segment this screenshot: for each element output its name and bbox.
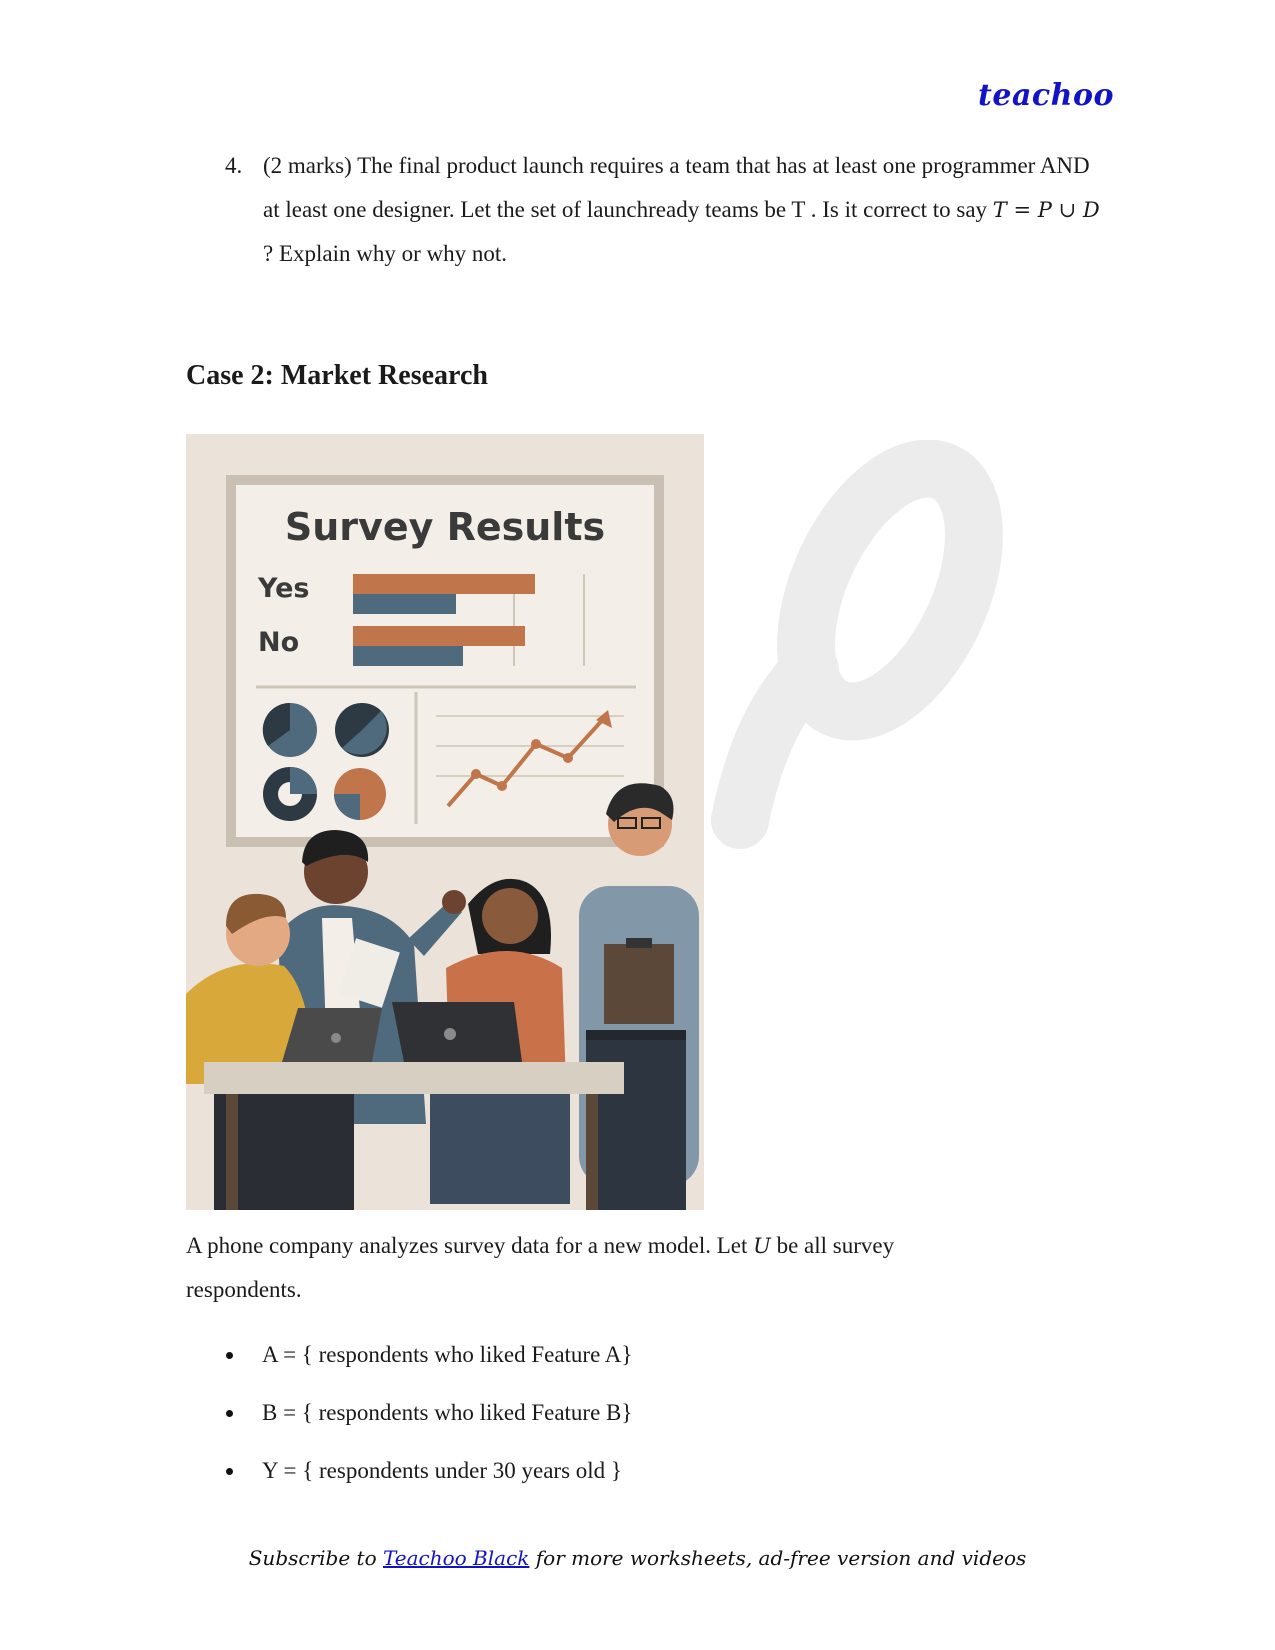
survey-meeting-illustration	[186, 434, 704, 1210]
case-2-intro	[186, 1224, 1006, 1311]
list-item	[222, 1454, 632, 1512]
list-item	[222, 1338, 632, 1396]
bullet-icon	[226, 1410, 233, 1417]
footer-after: for more worksheets, ad-free version and videos	[529, 1546, 1027, 1570]
board-title: Survey Results	[284, 505, 606, 549]
bar-no-orange	[353, 626, 525, 646]
bar-yes-orange	[353, 574, 535, 594]
list-item-text: Y = { respondents under 30 years old }	[262, 1458, 622, 1483]
bullet-icon	[226, 1352, 233, 1359]
table	[204, 1062, 624, 1094]
set-definitions-list	[222, 1338, 632, 1512]
bullet-icon	[226, 1468, 233, 1475]
question-number: 4.	[225, 153, 243, 178]
footer	[0, 1546, 1275, 1570]
teachoo-black-link[interactable]: Teachoo Black	[382, 1546, 530, 1570]
bar-yes-slate	[353, 594, 456, 614]
intro-variable-U: U	[753, 1234, 771, 1258]
question-text-part2: ? Explain why or why not.	[263, 241, 508, 266]
question-text	[263, 144, 1103, 276]
list-item	[222, 1396, 632, 1454]
teachoo-logo[interactable]: teachoo	[978, 78, 1114, 113]
case-2-heading: Case 2: Market Research	[186, 360, 488, 391]
board-label-yes: Yes	[258, 573, 310, 604]
intro-part2: be all survey respondents.	[186, 1233, 895, 1302]
board-label-no: No	[258, 627, 300, 658]
intro-part1: A phone company analyzes survey data for a new model. Let	[186, 1233, 754, 1258]
question-math-expression: T = P ∪ D	[992, 198, 1100, 222]
laptop-center	[392, 1002, 522, 1062]
watermark-logo	[700, 440, 1030, 880]
list-item-text: B = { respondents who liked Feature B}	[262, 1400, 633, 1425]
list-item-text: A = { respondents who liked Feature A}	[262, 1342, 633, 1367]
question-text-part1: (2 marks) The final product launch requires a team that has at least one programmer AND at least one designer. Let the set of launchready teams be T . Is it correct to say	[263, 153, 1090, 222]
footer-before: Subscribe to	[248, 1546, 383, 1570]
bar-no-slate	[353, 646, 463, 666]
